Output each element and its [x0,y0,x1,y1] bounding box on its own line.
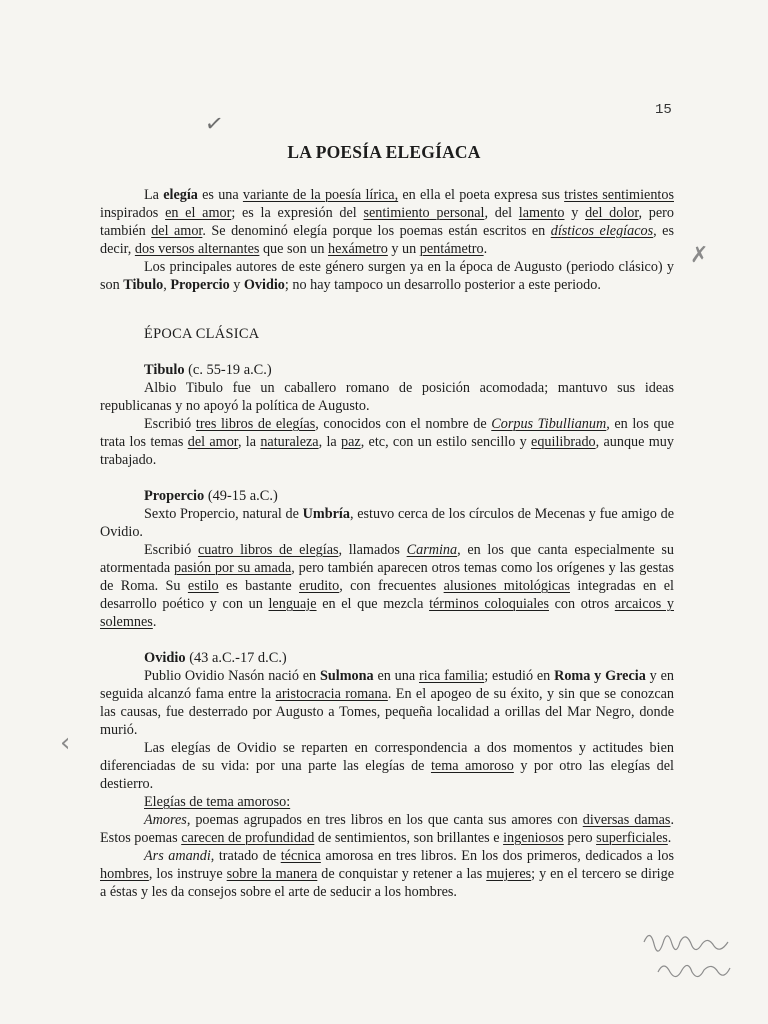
section-title: ÉPOCA CLÁSICA [144,326,260,342]
ovidio-heading: Ovidio (43 a.C.-17 d.C.) [144,650,287,666]
propercio-paragraph-1: Sexto Propercio, natural de Umbría, estuvo cerca de los círculos de Mecenas y fue amigo de Ovidio. [100,506,674,540]
intro-paragraph-1: La elegía es una variante de la poesía lírica, en ella el poeta expresa sus tristes sentimientos inspirados en el amor; es la expresión del sentimiento personal, del lamento y del dolor, pero también del amor. Se denominó elegía porque los poemas están escritos en dísticos elegíacos, es decir, dos versos alternantes que son un hexámetro y un pentámetro. [100,187,675,257]
tibulo-paragraph-1: Albio Tibulo fue un caballero romano de posición acomodada; mantuvo sus ideas republicanas y no apoyó la política de Augusto. [100,380,674,414]
amores-paragraph: Amores, poemas agrupados en tres libros en los que canta sus amores con diversas damas. Estos poemas carecen de profundidad de sentimientos, son brillantes e ingeniosos pero superficiales. [100,812,674,846]
ovidio-paragraph-2: Las elegías de Ovidio se reparten en correspondencia a dos momentos y actitudes bien diferenciadas de su vida: por una parte las elegías de tema amoroso y por otro las elegías del destierro. [100,740,674,792]
document-body [100,186,674,901]
ovidio-subheading: Elegías de tema amoroso: [144,794,291,810]
ovidio-paragraph-1: Publio Ovidio Nasón nació en Sulmona en una rica familia; estudió en Roma y Grecia y en seguida alcanzó fama entre la aristocracia romana. En el apogeo de su éxito, y sin que se conozcan las causas, fue desterrado por Augusto a Tomes, pequeña localidad a orillas del Mar Negro, donde murió. [100,668,675,738]
tibulo-heading: Tibulo (c. 55-19 a.C.) [144,362,272,378]
document-title: LA POESÍA ELEGÍACA [287,142,481,162]
pencil-tick-mark: ‹ [60,728,71,758]
propercio-heading: Propercio (49-15 a.C.) [144,488,278,504]
ars-amandi-paragraph: Ars amandi, tratado de técnica amorosa en tres libros. En los dos primeros, dedicados a los hombres, los instruye sobre la manera de conquistar y retener a las mujeres; y en el tercero se dirige a éstas y les da consejos sobre el arte de seducir a los hombres. [100,848,675,900]
page-number: 15 [655,102,672,118]
tibulo-paragraph-2: Escribió tres libros de elegías, conocidos con el nombre de Corpus Tibullianum, en los que trata los temas del amor, la naturaleza, la paz, etc, con un estilo sencillo y equilibrado, aunque muy trabajado. [100,416,674,468]
intro-paragraph-2: Los principales autores de este género surgen ya en la época de Augusto (periodo clásico) y son Tibulo, Propercio y Ovidio; no hay tampoco un desarrollo posterior a este periodo. [100,259,674,293]
handwritten-pencil-note [636,922,756,992]
pencil-check-mark: ✓ [203,110,226,139]
propercio-paragraph-2: Escribió cuatro libros de elegías, llamados Carmina, en los que canta especialmente su atormentada pasión por su amada, pero también aparecen otros temas como los orígenes y las gestas de Roma. Su estilo es bastante erudito, con frecuentes alusiones mitológicas integradas en el desarrollo poético y con un lenguaje en el que mezcla términos coloquiales con otros arcaicos y solemnes. [100,542,674,630]
pencil-cross-mark: ✗ [690,243,709,268]
